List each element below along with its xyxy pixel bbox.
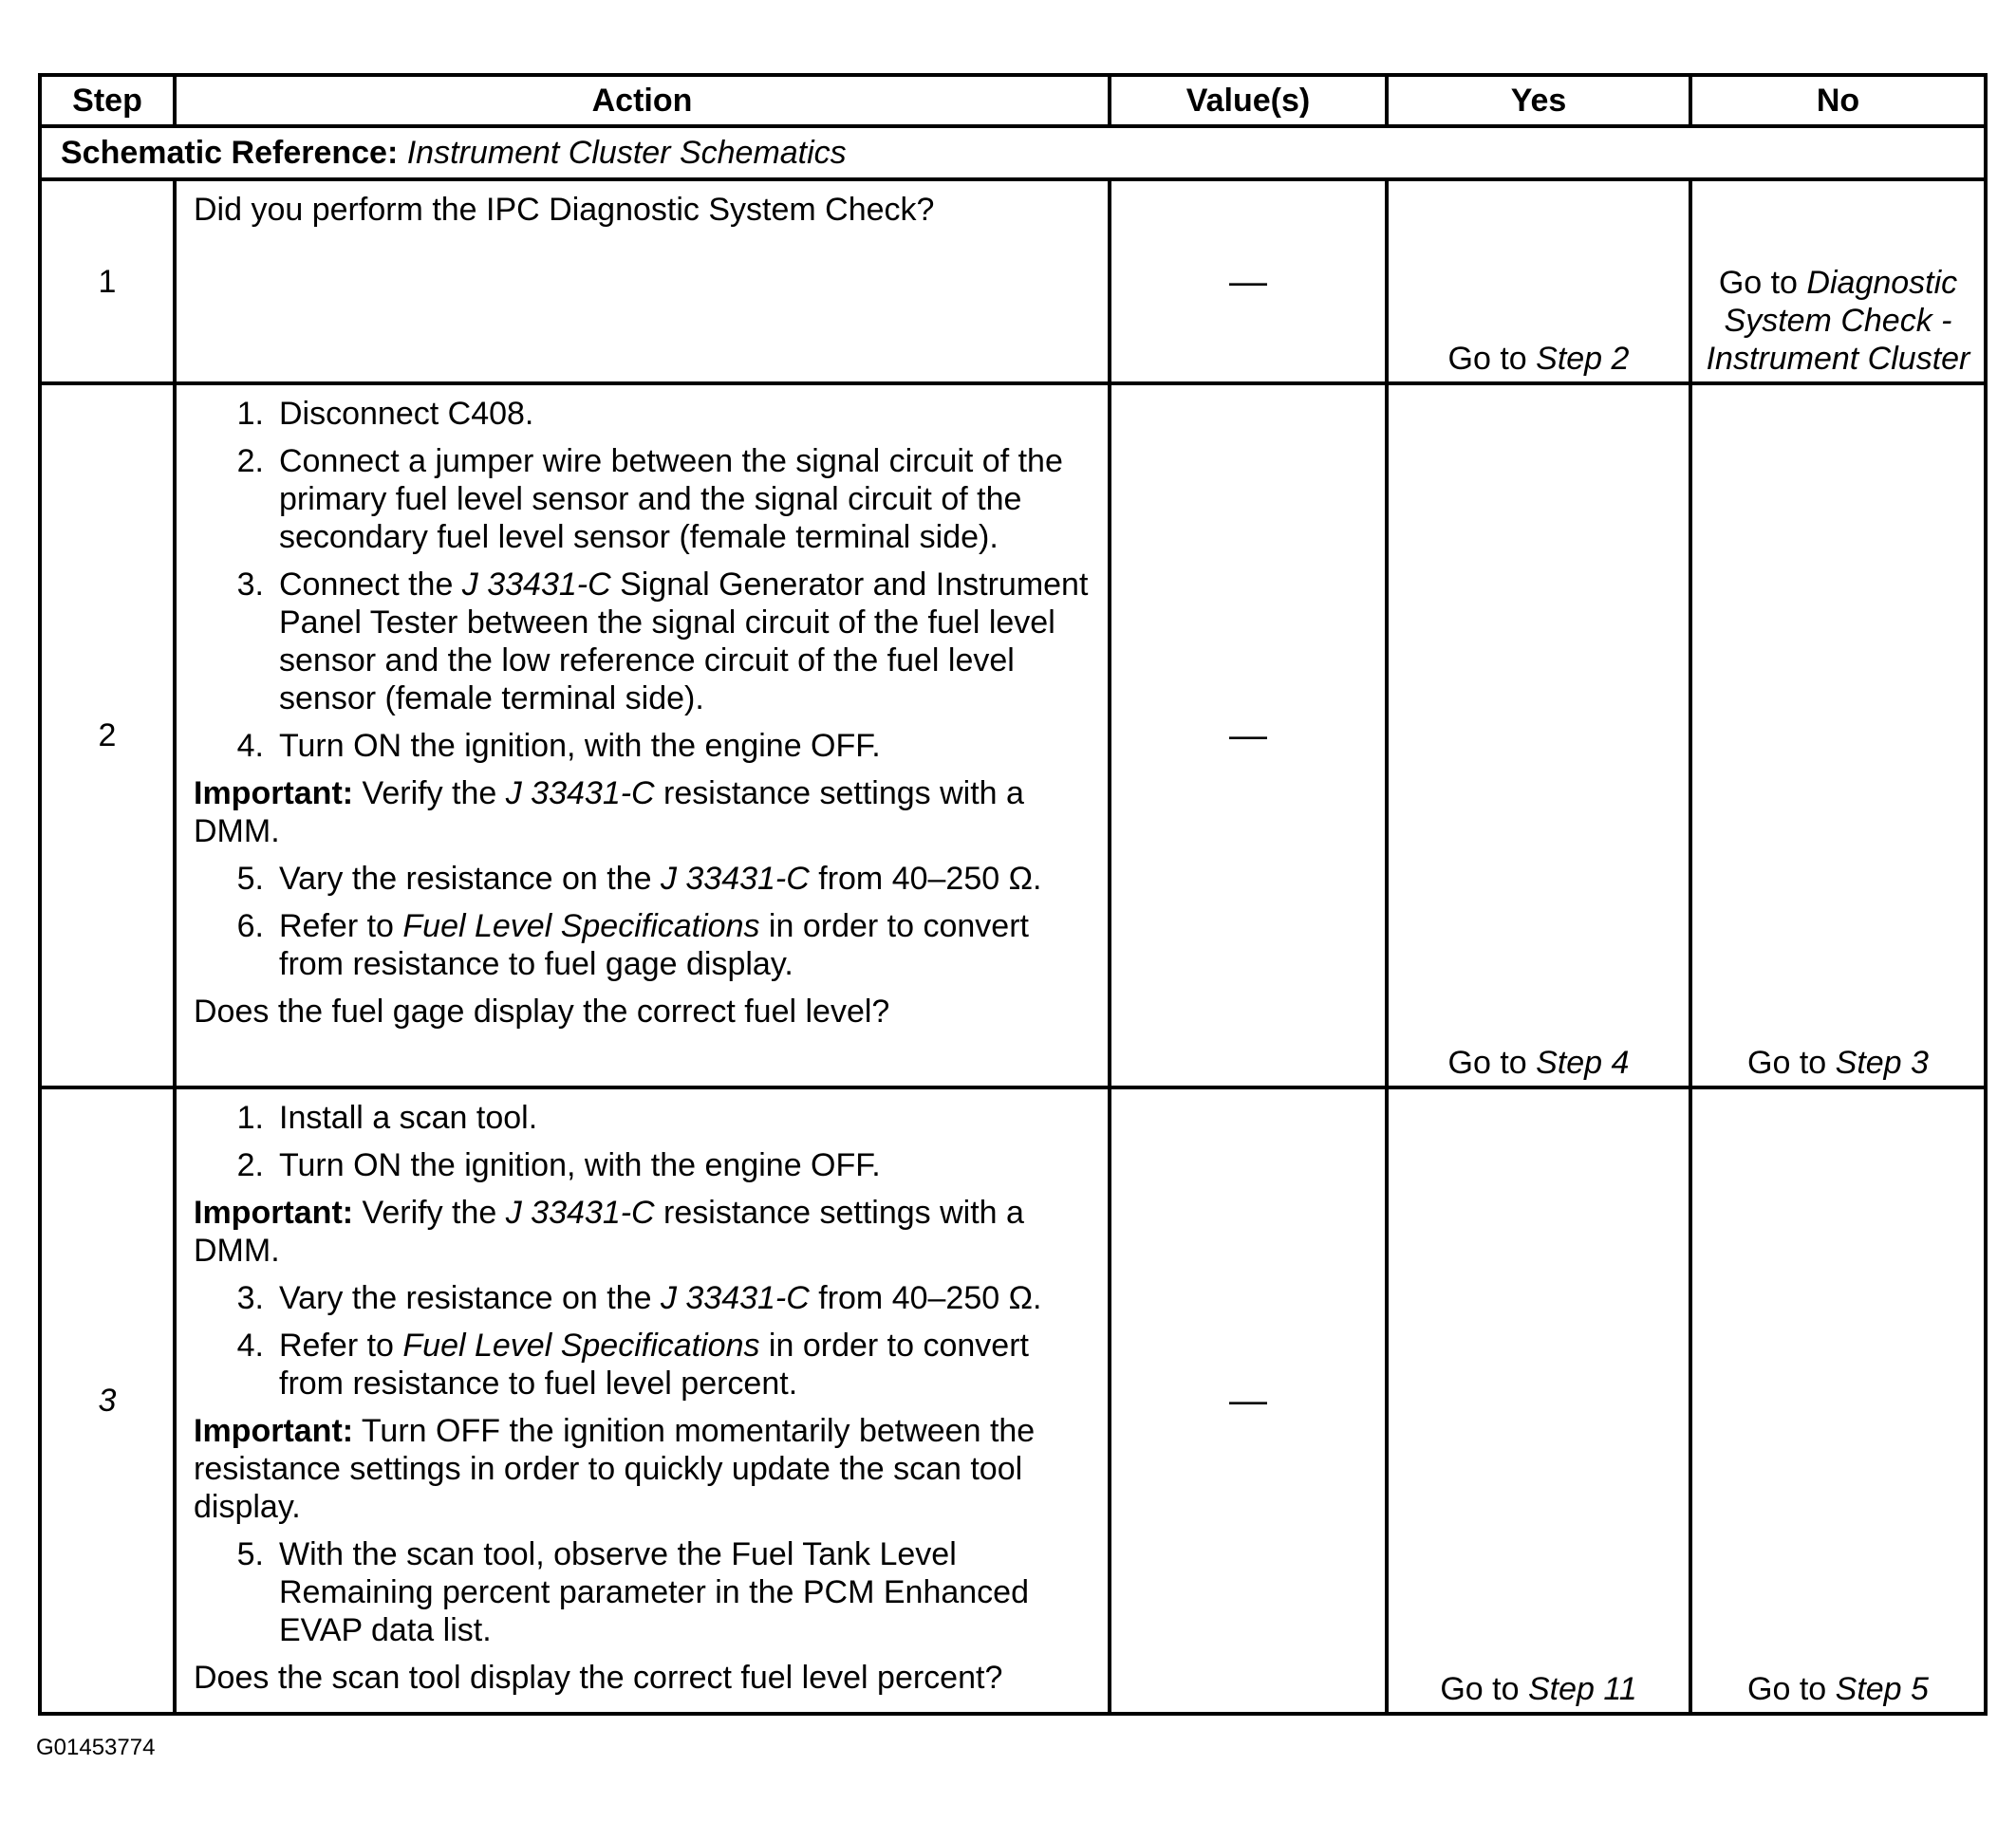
important-note: Important: Turn OFF the ignition momentarily between the resistance settings in order to quickly update the scan tool display. bbox=[194, 1413, 1036, 1525]
no-cell bbox=[1690, 179, 1986, 383]
item-number: 6. bbox=[236, 908, 264, 944]
item-text: Vary the resistance on the J 33431-C from 40–250 Ω. bbox=[279, 1280, 1042, 1316]
list-item bbox=[194, 442, 1091, 556]
figure-caption: G01453774 bbox=[36, 1735, 156, 1760]
item-number: 3. bbox=[236, 1280, 264, 1316]
reference-link[interactable]: Fuel Level Specifications bbox=[402, 1328, 760, 1364]
item-number: 5. bbox=[236, 861, 264, 897]
yes-cell bbox=[1387, 1087, 1690, 1714]
header-step: Step bbox=[40, 75, 175, 126]
schematic-reference bbox=[40, 126, 1986, 179]
table-row-step-1 bbox=[40, 179, 1986, 383]
item-text: Turn ON the ignition, with the engine OFF. bbox=[279, 1147, 881, 1183]
no-prefix: Go to bbox=[1718, 265, 1807, 301]
no-link[interactable]: Step 3 bbox=[1835, 1045, 1929, 1081]
item-text: Refer to Fuel Level Specifications in order to convert from resistance to fuel level percent. bbox=[279, 1328, 1029, 1402]
tool-link[interactable]: J 33431-C bbox=[461, 567, 611, 603]
schematic-link[interactable]: Instrument Cluster Schematics bbox=[406, 135, 847, 171]
yes-cell bbox=[1387, 179, 1690, 383]
item-text: Refer to Fuel Level Specifications in order to convert from resistance to fuel gage display. bbox=[279, 908, 1029, 982]
list-item bbox=[194, 1535, 1091, 1649]
no-cell bbox=[1690, 383, 1986, 1087]
tool-link[interactable]: J 33431-C bbox=[505, 1195, 655, 1231]
important-note: Important: Verify the J 33431-C resistance settings with a DMM. bbox=[194, 1195, 1024, 1269]
header-no: No bbox=[1690, 75, 1986, 126]
no-link[interactable]: Diagnostic System Check - Instrument Cluster bbox=[1706, 265, 1970, 377]
item-number: 2. bbox=[236, 1147, 264, 1183]
schematic-label: Schematic Reference: bbox=[61, 135, 399, 171]
yes-prefix: Go to bbox=[1447, 341, 1537, 377]
header-yes: Yes bbox=[1387, 75, 1690, 126]
item-number: 3. bbox=[236, 567, 264, 603]
item-number: 4. bbox=[236, 728, 264, 764]
value-cell: — bbox=[1110, 383, 1387, 1087]
value-cell: — bbox=[1110, 1087, 1387, 1714]
no-prefix: Go to bbox=[1747, 1671, 1836, 1707]
yes-link[interactable]: Step 2 bbox=[1536, 341, 1630, 377]
no-prefix: Go to bbox=[1747, 1045, 1836, 1081]
question: Did you perform the IPC Diagnostic System Check? bbox=[194, 192, 935, 228]
header-row bbox=[40, 75, 1986, 126]
reference-link[interactable]: Fuel Level Specifications bbox=[402, 908, 760, 944]
list-item bbox=[194, 1279, 1091, 1317]
yes-cell bbox=[1387, 383, 1690, 1087]
schematic-row bbox=[40, 126, 1986, 179]
no-link[interactable]: Step 5 bbox=[1835, 1671, 1929, 1707]
table-row-step-3 bbox=[40, 1087, 1986, 1714]
item-number: 4. bbox=[236, 1328, 264, 1364]
item-number: 5. bbox=[236, 1536, 264, 1572]
tool-link[interactable]: J 33431-C bbox=[660, 1280, 810, 1316]
tool-link[interactable]: J 33431-C bbox=[505, 775, 655, 811]
list-item bbox=[194, 1327, 1091, 1403]
step-number: 1 bbox=[40, 179, 175, 383]
item-text: Connect the J 33431-C Signal Generator and Instrument Panel Tester between the signal circuit of the fuel level sensor and the low reference circuit of the fuel level sensor (female terminal side). bbox=[279, 567, 1089, 716]
list-item bbox=[194, 907, 1091, 983]
item-number: 2. bbox=[236, 443, 264, 479]
item-text: Disconnect C408. bbox=[279, 396, 534, 432]
yes-prefix: Go to bbox=[1440, 1671, 1528, 1707]
action-cell bbox=[175, 1087, 1110, 1714]
list-item bbox=[194, 727, 1091, 765]
diagnostic-table bbox=[38, 73, 1988, 1716]
list-item bbox=[194, 395, 1091, 433]
question: Does the scan tool display the correct fuel level percent? bbox=[194, 1660, 1003, 1696]
list-item bbox=[194, 860, 1091, 898]
header-action: Action bbox=[175, 75, 1110, 126]
header-values: Value(s) bbox=[1110, 75, 1387, 126]
list-item bbox=[194, 1146, 1091, 1184]
item-text: Install a scan tool. bbox=[279, 1100, 538, 1136]
step-number: 2 bbox=[40, 383, 175, 1087]
step-number: 3 bbox=[40, 1087, 175, 1714]
item-text: Vary the resistance on the J 33431-C from 40–250 Ω. bbox=[279, 861, 1042, 897]
yes-prefix: Go to bbox=[1447, 1045, 1537, 1081]
yes-link[interactable]: Step 11 bbox=[1527, 1671, 1637, 1707]
yes-link[interactable]: Step 4 bbox=[1536, 1045, 1630, 1081]
table-row-step-2 bbox=[40, 383, 1986, 1087]
action-cell bbox=[175, 179, 1110, 383]
item-text: Turn ON the ignition, with the engine OFF. bbox=[279, 728, 881, 764]
action-cell bbox=[175, 383, 1110, 1087]
item-number: 1. bbox=[236, 396, 264, 432]
list-item bbox=[194, 566, 1091, 717]
important-note: Important: Verify the J 33431-C resistance settings with a DMM. bbox=[194, 775, 1024, 849]
item-text: Connect a jumper wire between the signal circuit of the primary fuel level sensor and the signal circuit of the secondary fuel level sensor (female terminal side). bbox=[279, 443, 1063, 555]
value-cell: — bbox=[1110, 179, 1387, 383]
list-item bbox=[194, 1099, 1091, 1137]
item-text: With the scan tool, observe the Fuel Tank Level Remaining percent parameter in the PCM Enhanced EVAP data list. bbox=[279, 1536, 1029, 1648]
tool-link[interactable]: J 33431-C bbox=[660, 861, 810, 897]
no-cell bbox=[1690, 1087, 1986, 1714]
question: Does the fuel gage display the correct fuel level? bbox=[194, 994, 890, 1030]
item-number: 1. bbox=[236, 1100, 264, 1136]
